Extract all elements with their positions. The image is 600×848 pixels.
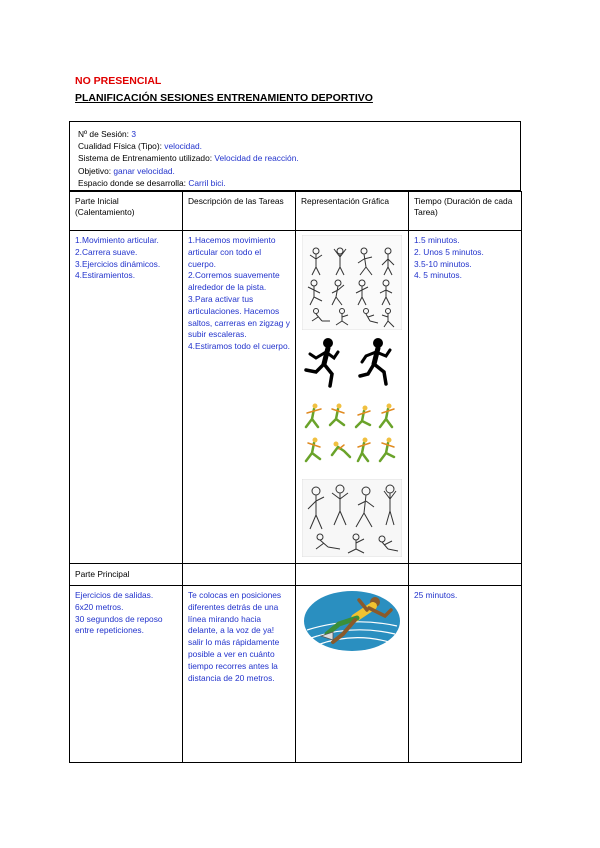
main-part-label: Parte Principal bbox=[70, 564, 183, 586]
sprint-start-image bbox=[303, 590, 401, 652]
objective-row: Objetivo: ganar velocidad. bbox=[78, 165, 175, 176]
space-row: Espacio donde se desarrolla: Carril bici. bbox=[78, 177, 226, 188]
runners-silhouette-image bbox=[302, 336, 402, 391]
main-description-cell: Te colocas en posiciones diferentes detrás de una línea mirando hacia delante, a la voz de ya! salir lo más rápidamente posible a ver en cuánto tiempo recorres antes la distancia de 20 metros. bbox=[183, 586, 296, 763]
list-item: Ejercicios de salidas. bbox=[75, 590, 154, 600]
list-item: 3.Para activar tus articulaciones. Hacemos saltos, carreras en zigzag y subir escaleras. bbox=[188, 293, 290, 340]
main-part-cell bbox=[70, 586, 183, 763]
session-info-box bbox=[69, 121, 521, 191]
header-graphic: Representación Gráfica bbox=[296, 192, 409, 231]
list-item: 3.Ejercicios dinámicos. bbox=[75, 258, 161, 269]
main-section-row bbox=[70, 564, 522, 586]
document-title: PLANIFICACIÓN SESIONES ENTRENAMIENTO DEPORTIVO bbox=[75, 92, 373, 104]
list-item: 2.Corremos suavemente alrededor de la pista. bbox=[188, 270, 280, 293]
list-item: 1.Hacemos movimiento articular con todo el cuerpo. bbox=[188, 235, 276, 269]
session-number-row: Nº de Sesión: 3 bbox=[78, 129, 137, 139]
list-item: 4.Estiramos todo el cuerpo. bbox=[188, 341, 290, 352]
objective: ganar velocidad. bbox=[113, 165, 175, 176]
space: Carril bici. bbox=[188, 177, 226, 188]
session-number: 3 bbox=[131, 129, 137, 139]
training-system-row: Sistema de Entrenamiento utilizado: Velocidad de reacción. bbox=[78, 153, 299, 164]
training-system: Velocidad de reacción. bbox=[214, 153, 299, 164]
header-description: Descripción de las Tareas bbox=[183, 192, 296, 231]
session-plan-table bbox=[69, 191, 522, 763]
warmup-times-cell bbox=[409, 231, 522, 564]
warmup-graphics-cell bbox=[296, 231, 409, 564]
header-warmup: Parte Inicial (Calentamiento) bbox=[70, 192, 183, 231]
mode-label: NO PRESENCIAL bbox=[75, 75, 162, 87]
header-row bbox=[70, 192, 522, 231]
list-item: 4.Estiramientos. bbox=[75, 270, 136, 281]
stretching-exercises-image bbox=[302, 235, 402, 330]
main-row bbox=[70, 586, 522, 763]
list-item: 2.Carrera suave. bbox=[75, 246, 138, 257]
header-time: Tiempo (Duración de cada Tarea) bbox=[409, 192, 522, 231]
physical-quality-row: Cualidad Física (Tipo): velocidad. bbox=[78, 141, 202, 152]
list-item: 2. Unos 5 minutos. bbox=[414, 246, 484, 257]
main-graphic-cell bbox=[296, 586, 409, 763]
list-item: 4. 5 minutos. bbox=[414, 270, 462, 281]
list-item: 3.5-10 minutos. bbox=[414, 258, 472, 269]
main-time-cell: 25 minutos. bbox=[409, 586, 522, 763]
list-item: 1.Movimiento articular. bbox=[75, 235, 159, 245]
warmup-descriptions-cell bbox=[183, 231, 296, 564]
warmup-parts-cell bbox=[70, 231, 183, 564]
list-item: 1.5 minutos. bbox=[414, 235, 460, 245]
dynamic-exercises-image bbox=[302, 401, 402, 471]
stretching-group-image bbox=[302, 479, 402, 557]
physical-quality: velocidad. bbox=[164, 141, 202, 152]
list-item: 30 segundos de reposo entre repeticiones. bbox=[75, 613, 163, 636]
list-item: 6x20 metros. bbox=[75, 601, 124, 612]
warmup-row bbox=[70, 231, 522, 564]
